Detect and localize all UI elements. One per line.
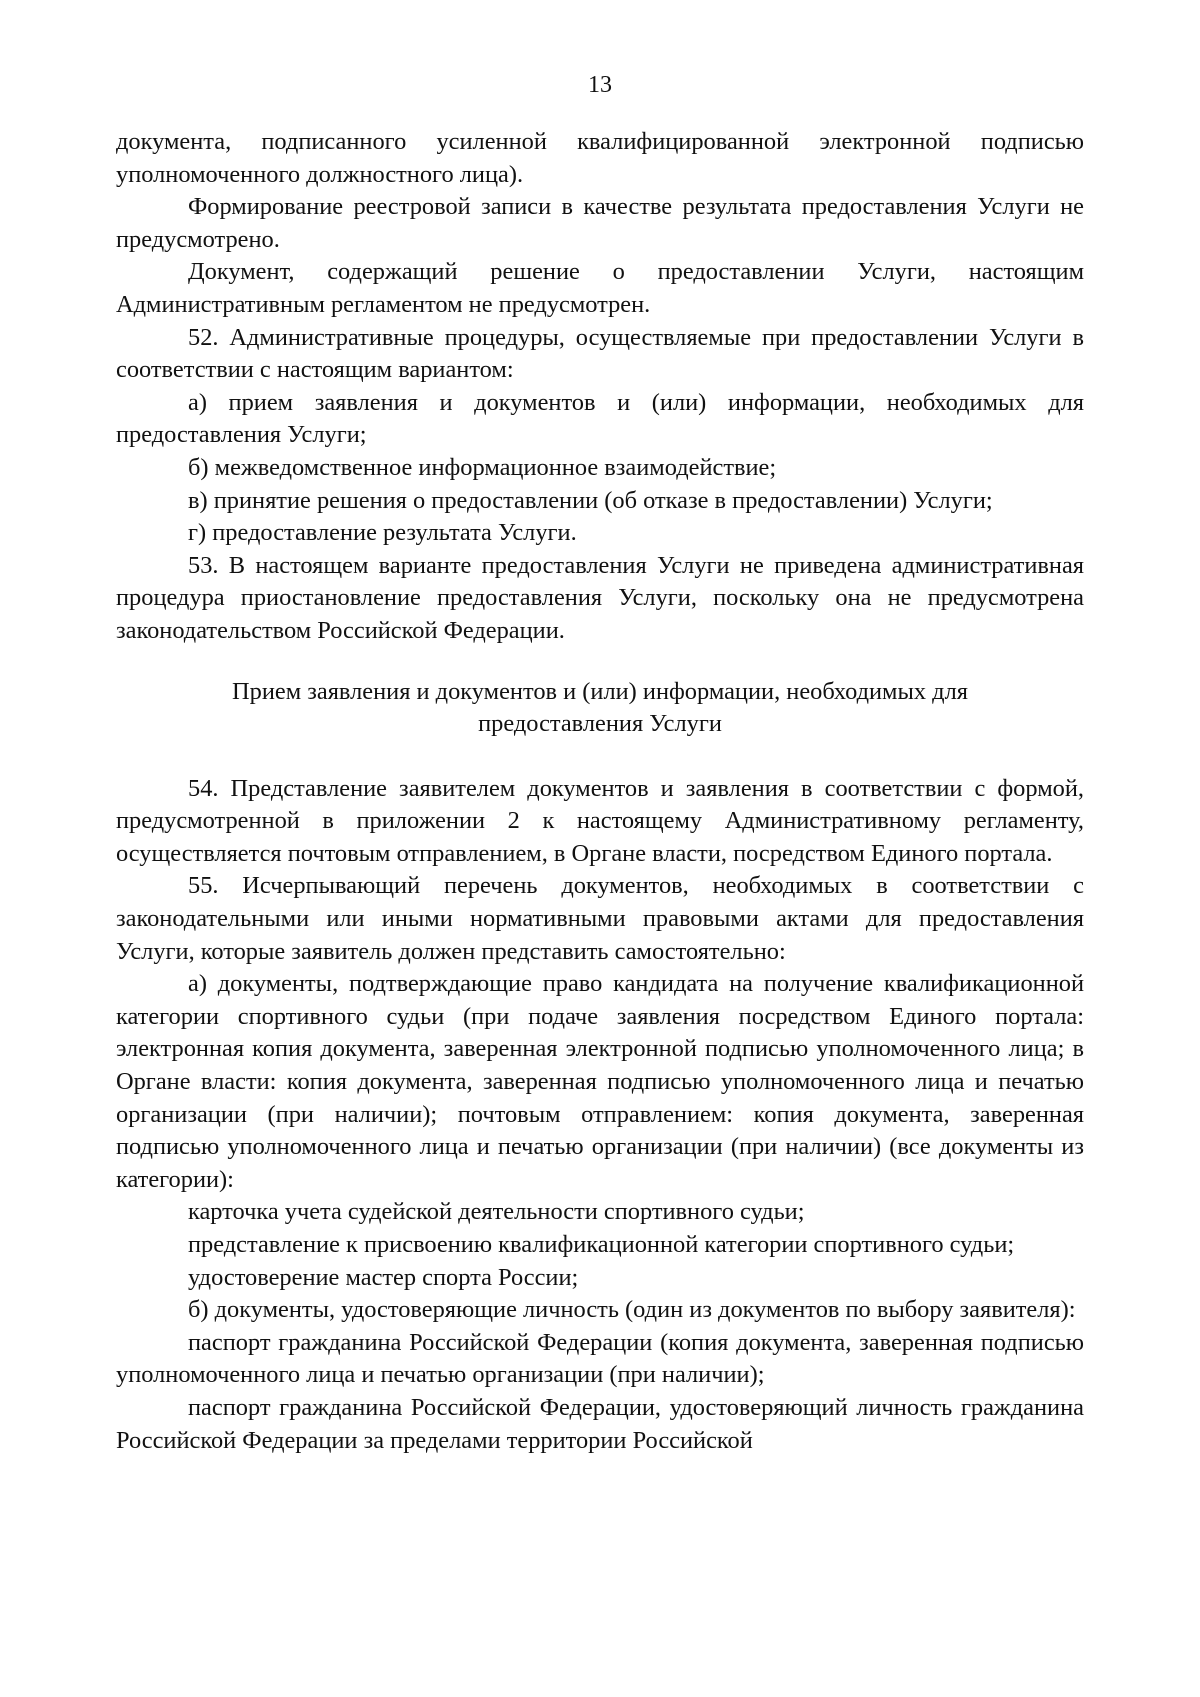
section-heading: Прием заявления и документов и (или) информации, необходимых для предоставления Услуги xyxy=(232,677,968,738)
list-item-b: б) межведомственное информационное взаимодействие; xyxy=(188,453,777,481)
list-item: паспорт гражданина Российской Федерации, удостоверяющий личность гражданина Российской Федерации за пределами территории Российской xyxy=(116,1393,1084,1454)
list-item: представление к присвоению квалификационной категории спортивного судьи; xyxy=(188,1231,1015,1258)
document-body xyxy=(116,126,1084,1457)
list-item: карточка учета судейской деятельности спортивного судьи; xyxy=(188,1198,805,1226)
paragraph-54: 54. Представление заявителем документов и заявления в соответствии с формой, предусмотренной в приложении 2 к настоящему Административному регламенту, осуществляется почтовым отправлением, в Органе власти, посредством Единого портала. xyxy=(116,774,1084,867)
page-number: 13 xyxy=(588,72,612,98)
paragraph-53: 53. В настоящем варианте предоставления Услуги не приведена административная процедура приостановление предоставления Услуги, поскольку она не предусмотрена законодательством Российской Федерации. xyxy=(116,551,1084,644)
list-item: паспорт гражданина Российской Федерации (копия документа, заверенная подписью уполномоченного лица и печатью организации (при наличии); xyxy=(116,1328,1084,1389)
list-item: удостоверение мастер спорта России; xyxy=(188,1263,579,1291)
list-item-a: а) документы, подтверждающие право кандидата на получение квалификационной категории спортивного судьи (при подаче заявления посредством Единого портала: электронная копия документа, заверенная электронной подписью уполномоченного лица; в Органе власти: копия документа, заверенная подписью уполномоченного лица и печатью организации (при наличии); почтовым отправлением: копия документа, заверенная подписью уполномоченного лица и печатью организации (при наличии) (все документы из категории): xyxy=(116,970,1084,1193)
list-item-v: в) принятие решения о предоставлении (об отказе в предоставлении) Услуги; xyxy=(188,486,993,514)
list-item-a: а) прием заявления и документов и (или) информации, необходимых для предоставления Услуги; xyxy=(116,388,1084,449)
paragraph-55: 55. Исчерпывающий перечень документов, необходимых в соответствии с законодательными или иными нормативными правовыми актами для предоставления Услуги, которые заявитель должен представить самостоятельно: xyxy=(116,872,1084,965)
paragraph: документа, подписанного усиленной квалифицированной электронной подписью уполномоченного должностного лица). xyxy=(116,128,1084,188)
paragraph: Документ, содержащий решение о предоставлении Услуги, настоящим Административным регламентом не предусмотрен. xyxy=(116,258,1084,318)
list-item-g: г) предоставление результата Услуги. xyxy=(188,519,577,547)
paragraph-52: 52. Административные процедуры, осуществляемые при предоставлении Услуги в соответствии с настоящим вариантом: xyxy=(116,323,1084,384)
paragraph: Формирование реестровой записи в качестве результата предоставления Услуги не предусмотрено. xyxy=(116,193,1084,253)
list-item-b: б) документы, удостоверяющие личность (один из документов по выбору заявителя): xyxy=(188,1296,1076,1324)
